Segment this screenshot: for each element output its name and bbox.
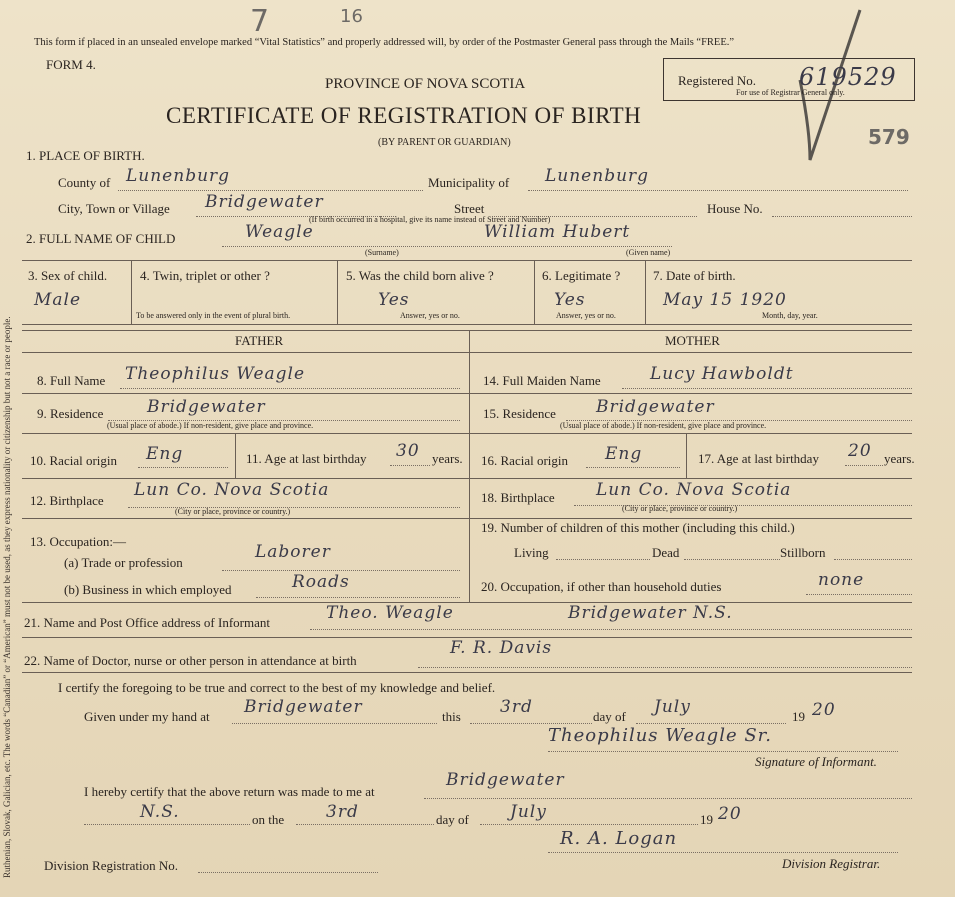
given-under-label: Given under my hand at <box>84 709 210 724</box>
legit-label: 6. Legitimate ? <box>542 268 621 283</box>
father-trade-label: (a) Trade or profession <box>64 555 183 570</box>
this-label: this <box>442 709 461 724</box>
mother-name-value: Lucy Hawboldt <box>650 364 794 384</box>
mother-occupation-label: 20. Occupation, if other than household duties <box>481 579 722 594</box>
certify-statement: I certify the foregoing to be true and correct to the best of my knowledge and belief. <box>58 680 496 695</box>
given-year-prefix: 19 <box>792 709 805 724</box>
page-title: CERTIFICATE OF REGISTRATION OF BIRTH <box>166 103 642 128</box>
city-value: Bridgewater <box>205 192 324 212</box>
alive-label: 5. Was the child born alive ? <box>346 268 494 283</box>
mother-living-label: Living <box>514 545 549 560</box>
twin-note: To be answered only in the event of plural birth. <box>136 311 291 320</box>
father-age-label: 11. Age at last birthday <box>246 451 367 466</box>
registered-box <box>663 58 915 101</box>
father-birthplace-label: 12. Birthplace <box>30 493 104 508</box>
legit-note: Answer, yes or no. <box>556 311 616 320</box>
informant-address: Bridgewater N.S. <box>568 603 733 623</box>
county-label: County of <box>58 175 111 190</box>
father-residence-label: 9. Residence <box>37 406 104 421</box>
registrar-month: July <box>510 802 547 822</box>
given-name-value: William Hubert <box>484 222 631 242</box>
municipality-label: Municipality of <box>428 175 510 190</box>
registered-label: Registered No. <box>678 73 756 88</box>
dob-value: May 15 1920 <box>663 290 787 310</box>
registrar-year: 20 <box>718 804 742 824</box>
mother-dead-label: Dead <box>652 545 680 560</box>
city-label: City, Town or Village <box>58 201 170 216</box>
given-day: 3rd <box>500 697 533 717</box>
registered-note: For use of Registrar General only. <box>736 88 845 97</box>
father-birthplace-value: Lun Co. Nova Scotia <box>134 480 330 500</box>
registrar-signature: R. A. Logan <box>560 828 678 849</box>
informant-signature: Theophilus Weagle Sr. <box>548 725 773 746</box>
informant-label: 21. Name and Post Office address of Informant <box>24 615 270 630</box>
registrar-place: Bridgewater <box>446 770 565 790</box>
given-year: 20 <box>812 700 836 720</box>
division-registration-label: Division Registration No. <box>44 858 178 873</box>
mother-children-label: 19. Number of children of this mother (including this child.) <box>481 520 795 535</box>
father-name-value: Theophilus Weagle <box>125 364 306 384</box>
father-age-value: 30 <box>396 441 420 461</box>
doctor-name: F. R. Davis <box>450 638 553 658</box>
registrar-on-the: on the <box>252 812 285 827</box>
pencil-mark-top1: 7 <box>250 4 270 39</box>
twin-label: 4. Twin, triplet or other ? <box>140 268 270 283</box>
father-birthplace-note: (City or place, province or country.) <box>175 507 291 516</box>
county-value: Lunenburg <box>126 166 231 186</box>
alive-note: Answer, yes or no. <box>400 311 460 320</box>
day-of-label: day of <box>593 709 626 724</box>
father-trade-value: Laborer <box>255 542 331 562</box>
registrar-statement: I hereby certify that the above return was made to me at <box>84 784 375 799</box>
mother-name-label: 14. Full Maiden Name <box>483 373 601 388</box>
place-of-birth-heading: 1. PLACE OF BIRTH. <box>26 148 145 163</box>
hospital-note: (If birth occurred in a hospital, give its name instead of Street and Number) <box>309 215 551 224</box>
mother-occupation-value: none <box>818 570 865 590</box>
given-month: July <box>654 697 691 717</box>
mother-residence-label: 15. Residence <box>483 406 556 421</box>
doctor-label: 22. Name of Doctor, nurse or other person in attendance at birth <box>24 653 357 668</box>
father-racial-value: Eng <box>146 444 184 464</box>
page-subtitle: (BY PARENT OR GUARDIAN) <box>378 137 511 148</box>
province-heading: PROVINCE OF NOVA SCOTIA <box>325 76 526 92</box>
municipality-value: Lunenburg <box>545 166 650 186</box>
father-business-value: Roads <box>292 572 350 592</box>
mother-age-value: 20 <box>848 441 872 461</box>
top-notice: This form if placed in an unsealed envelope marked “Vital Statistics” and properly addressed will, by order of the Postmaster General pass through the Mails “FREE.” <box>34 37 735 48</box>
form-number: FORM 4. <box>46 57 96 72</box>
father-header: FATHER <box>235 333 284 348</box>
mother-years: years. <box>884 451 915 466</box>
sex-label: 3. Sex of child. <box>28 268 108 283</box>
mother-birthplace-value: Lun Co. Nova Scotia <box>596 480 792 500</box>
pencil-mark-side: 579 <box>868 125 910 149</box>
surname-note: (Surname) <box>365 248 399 257</box>
registrar-day: 3rd <box>326 802 359 822</box>
registered-number: 619529 <box>799 63 897 91</box>
dob-label: 7. Date of birth. <box>653 268 736 283</box>
father-occupation-label: 13. Occupation:— <box>30 534 127 549</box>
mother-residence-note: (Usual place of abode.) If non-resident, give place and province. <box>560 421 767 430</box>
sex-value: Male <box>34 290 82 310</box>
mother-header: MOTHER <box>665 333 720 348</box>
street-label: Street <box>454 201 485 216</box>
sidebar-text: Ruthenian, Slovak, Galician, etc. The words “Canadian” or “American” must not be used, as they express nationality or citizenship but not a race or people. <box>2 316 12 878</box>
legit-value: Yes <box>554 290 586 310</box>
registrar-year-prefix: 19 <box>700 812 713 827</box>
informant-name: Theo. Weagle <box>326 603 454 623</box>
mother-age-label: 17. Age at last birthday <box>698 451 819 466</box>
registrar-province: N.S. <box>140 802 180 822</box>
mother-stillborn-label: Stillborn <box>780 545 826 560</box>
mother-birthplace-label: 18. Birthplace <box>481 490 555 505</box>
dob-note: Month, day, year. <box>762 311 818 320</box>
mother-racial-label: 16. Racial origin <box>481 453 569 468</box>
mother-birthplace-note: (City or place, province or country.) <box>622 504 738 513</box>
father-residence-value: Bridgewater <box>147 397 266 417</box>
division-registrar-label: Division Registrar. <box>782 856 881 871</box>
full-name-label: 2. FULL NAME OF CHILD <box>26 231 176 246</box>
given-name-note: (Given name) <box>626 248 671 257</box>
father-racial-label: 10. Racial origin <box>30 453 118 468</box>
mother-racial-value: Eng <box>605 444 643 464</box>
registrar-day-of: day of <box>436 812 469 827</box>
pencil-mark-top2: 16 <box>340 6 363 27</box>
given-place: Bridgewater <box>244 697 363 717</box>
sidebar-margin <box>0 0 20 897</box>
father-residence-note: (Usual place of abode.) If non-resident, give place and province. <box>107 421 314 430</box>
house-label: House No. <box>707 201 763 216</box>
father-years: years. <box>432 451 463 466</box>
mother-residence-value: Bridgewater <box>596 397 715 417</box>
informant-signature-label: Signature of Informant. <box>755 754 877 769</box>
surname-value: Weagle <box>245 222 314 242</box>
father-name-label: 8. Full Name <box>37 373 106 388</box>
alive-value: Yes <box>378 290 410 310</box>
father-business-label: (b) Business in which employed <box>64 582 232 597</box>
